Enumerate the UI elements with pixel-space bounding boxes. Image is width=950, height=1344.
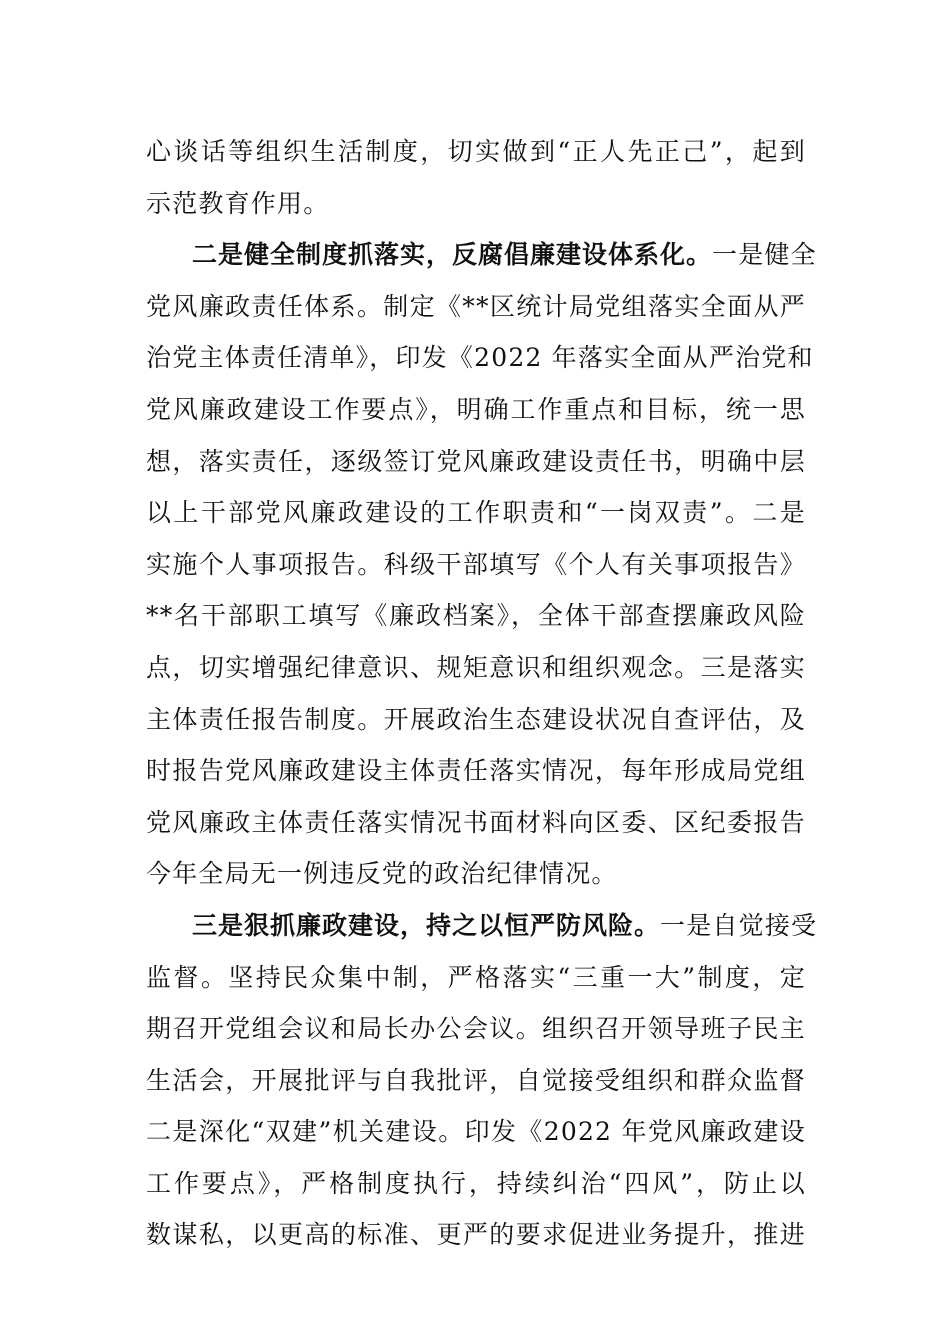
paragraph-line: 二是深化“双建”机关建设。印发《2022 年党风廉政建设 — [146, 1117, 806, 1147]
paragraph-line: 今年全局无一例违反党的政治纪律情况。 — [146, 859, 618, 889]
paragraph-line: **名干部职工填写《廉政档案》，全体干部查摆廉政风险 — [146, 601, 806, 631]
paragraph-line: 治党主体责任清单》，印发《2022 年落实全面从严治党和 — [146, 343, 814, 373]
paragraph-line: 点，切实增强纪律意识、规矩意识和组织观念。三是落实 — [146, 652, 806, 682]
paragraph-line: 想，落实责任，逐级签订党风廉政建设责任书，明确中层 — [146, 446, 806, 476]
paragraph-line: 生活会，开展批评与自我批评，自觉接受组织和群众监督 — [146, 1065, 806, 1095]
paragraph-line: 心谈话等组织生活制度，切实做到“正人先正己”，起到 — [146, 137, 806, 166]
paragraph-line: 示范教育作用。 — [146, 188, 330, 218]
paragraph-text: 一是健全 — [712, 240, 817, 270]
paragraph-first-line — [146, 900, 818, 952]
paragraph-line: 监督。坚持民众集中制，严格落实“三重一大”制度，定 — [146, 962, 806, 992]
section-heading: 二是健全制度抓落实，反腐倡廉建设体系化。 — [192, 240, 713, 270]
paragraph-line: 主体责任报告制度。开展政治生态建设状况自查评估，及 — [146, 704, 806, 734]
section-heading: 三是狠抓廉政建设，持之以恒严防风险。 — [192, 910, 661, 940]
paragraph-text: 一是自觉接受 — [660, 910, 818, 940]
paragraph-line: 数谋私，以更高的标准、更严的要求促进业务提升，推进 — [146, 1220, 806, 1250]
paragraph-line: 期召开党组会议和局长办公会议。组织召开领导班子民主 — [146, 1014, 806, 1044]
paragraph-line: 实施个人事项报告。科级干部填写《个人有关事项报告》 — [146, 549, 806, 579]
paragraph-line: 党风廉政责任体系。制定《**区统计局党组落实全面从严 — [146, 291, 806, 321]
paragraph-line: 党风廉政建设工作要点》，明确工作重点和目标，统一思 — [146, 394, 806, 424]
body-text — [146, 126, 818, 1261]
paragraph-line: 时报告党风廉政建设主体责任落实情况，每年形成局党组 — [146, 756, 806, 786]
paragraph-line: 党风廉政主体责任落实情况书面材料向区委、区纪委报告 — [146, 807, 806, 837]
paragraph-line: 工作要点》，严格制度执行，持续纠治“四风”，防止以 — [146, 1168, 806, 1198]
paragraph-first-line — [146, 229, 817, 281]
paragraph-line: 以上干部党风廉政建设的工作职责和“一岗双责”。二是 — [146, 498, 806, 528]
